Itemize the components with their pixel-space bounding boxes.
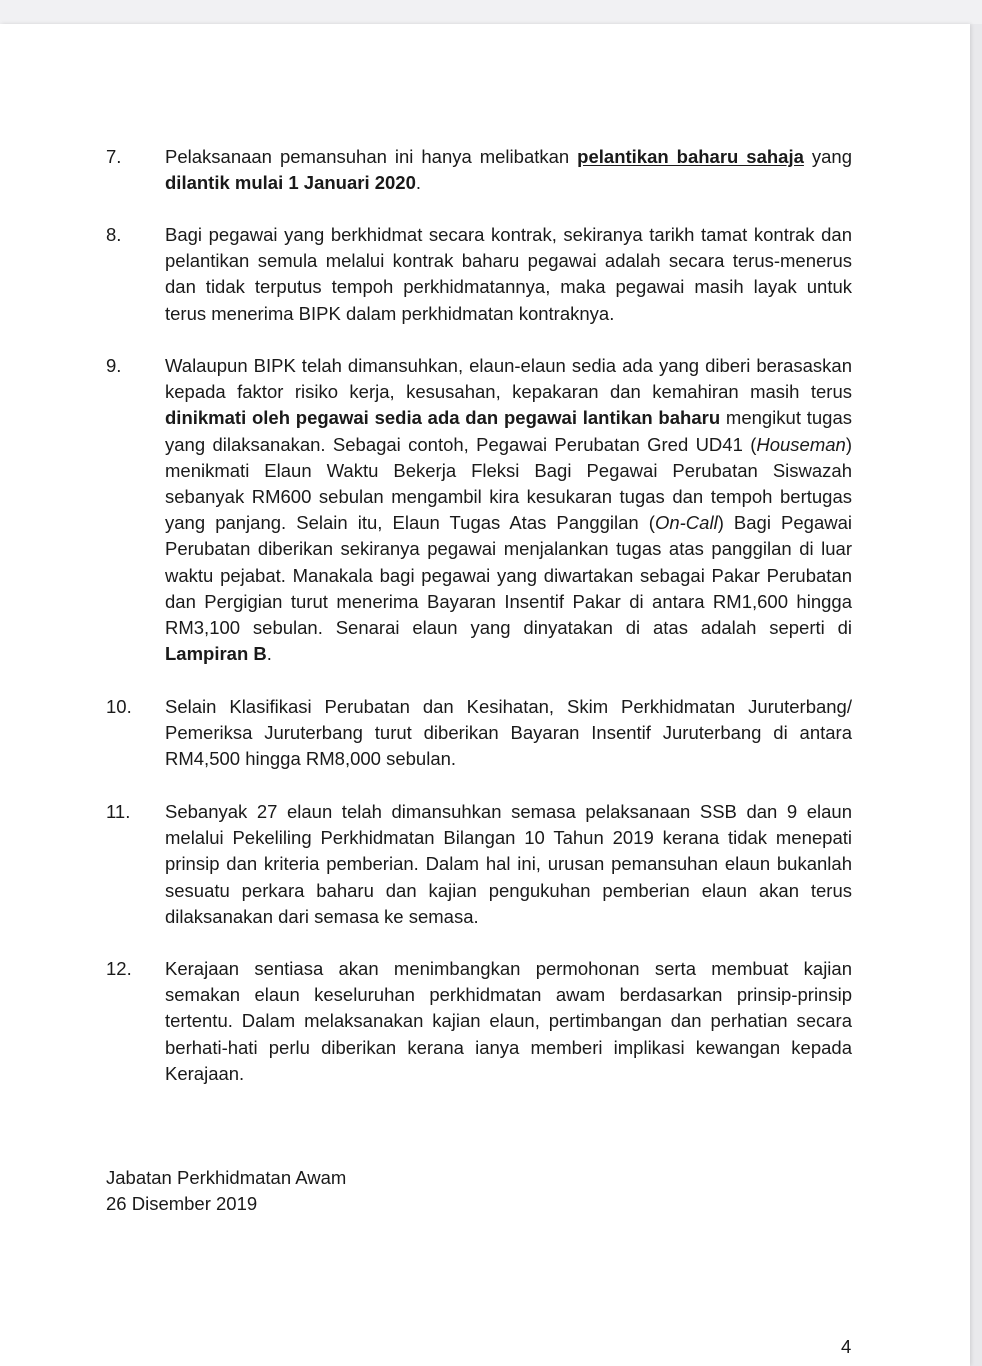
paragraph-10	[106, 694, 852, 773]
paragraph-text: Sebanyak 27 elaun telah dimansuhkan semasa pelaksanaan SSB dan 9 elaun melalui Pekeliling Perkhidmatan Bilangan 10 Tahun 2019 kerana tidak menepati prinsip dan kriteria pemberian. Dalam hal ini, urusan pemansuhan elaun bukanlah sesuatu perkara baharu dan kajian pengukuhan pemberian elaun akan terus dilaksanakan dari semasa ke semasa.	[165, 801, 852, 927]
page-number: 4	[841, 1336, 852, 1357]
paragraph-number: 12.	[106, 958, 132, 979]
paragraph-number: 10.	[106, 696, 132, 717]
paragraph-text: Walaupun BIPK telah dimansuhkan, elaun-elaun sedia ada yang diberi berasaskan kepada faktor risiko kerja, kesusahan, kepakaran dan kemahiran masih terus dinikmati oleh pegawai sedia ada dan pegawai lantikan baharu mengikut tugas yang dilaksanakan. Sebagai contoh, Pegawai Perubatan Gred UD41 (Houseman) menikmati Elaun Waktu Bekerja Fleksi Bagi Pegawai Perubatan Siswazah sebanyak RM600 sebulan mengambil kira kesukaran tugas dan tempoh bertugas yang panjang. Selain itu, Elaun Tugas Atas Panggilan (On-Call) Bagi Pegawai Perubatan diberikan sekiranya pegawai menjalankan tugas atas panggilan di luar waktu pejabat. Manakala bagi pegawai yang diwartakan sebagai Pakar Perubatan dan Pergigian turut menerima Bayaran Insentif Pakar di antara RM1,600 hingga RM3,100 sebulan. Senarai elaun yang dinyatakan di atas adalah seperti di Lampiran B.	[165, 355, 853, 665]
paragraph-text: Pelaksanaan pemansuhan ini hanya melibatkan pelantikan baharu sahaja yang dilantik mulai 1 Januari 2020.	[165, 146, 852, 194]
signature-block	[106, 1165, 346, 1217]
paragraph-text: Selain Klasifikasi Perubatan dan Kesihatan, Skim Perkhidmatan Juruterbang/ Pemeriksa Juruterbang turut diberikan Bayaran Insentif Juruterbang di antara RM4,500 hingga RM8,000 sebulan.	[165, 696, 852, 770]
signature-date: 26 Disember 2019	[106, 1193, 258, 1214]
paragraph-text: Kerajaan sentiasa akan menimbangkan permohonan serta membuat kajian semakan elaun keseluruhan perkhidmatan awam berdasarkan prinsip-prinsip tertentu. Dalam melaksanakan kajian elaun, pertimbangan dan perhatian secara berhati-hati perlu diberikan kerana ianya memberi implikasi kewangan kepada Kerajaan.	[165, 958, 852, 1084]
paragraph-text: Bagi pegawai yang berkhidmat secara kontrak, sekiranya tarikh tamat kontrak dan pelantikan semula melalui kontrak baharu pegawai adalah secara terus-menerus dan tidak terputus tempoh perkhidmatannya, maka pegawai masih layak untuk terus menerima BIPK dalam perkhidmatan kontraknya.	[165, 224, 852, 324]
paragraph-11	[106, 799, 852, 930]
paragraph-9	[106, 353, 852, 667]
paragraph-number: 7.	[106, 146, 122, 167]
paragraph-7	[106, 144, 852, 196]
signature-department: Jabatan Perkhidmatan Awam	[106, 1167, 347, 1188]
viewer-top-bar	[0, 0, 982, 24]
paragraph-number: 11.	[106, 801, 131, 822]
paragraph-number: 8.	[106, 224, 122, 245]
document-page	[0, 24, 970, 1366]
paragraph-8	[106, 222, 852, 327]
paragraph-12	[106, 956, 852, 1087]
paragraph-number: 9.	[106, 355, 122, 376]
